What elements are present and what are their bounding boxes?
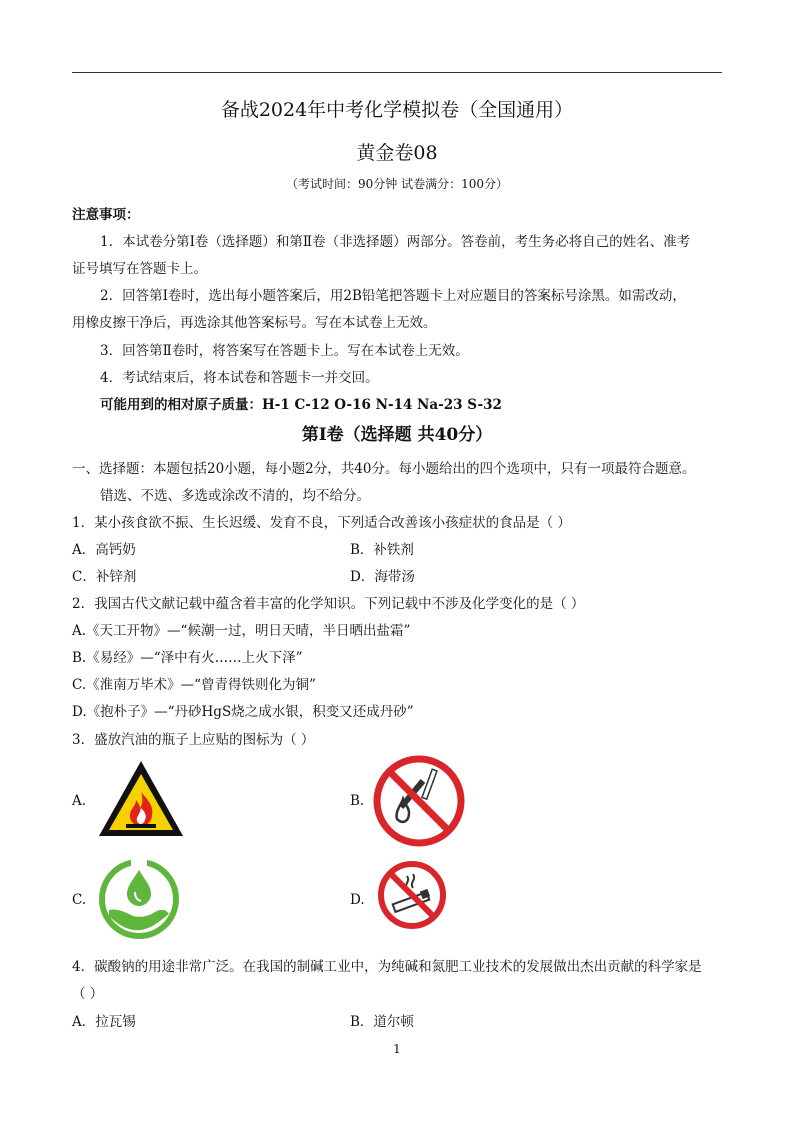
notice-item-3: 3．回答第Ⅱ卷时，将答案写在答题卡上。写在本试卷上无效。 <box>100 343 469 359</box>
question-1-stem: 1．某小孩食欲不振、生长迟缓、发育不良，下列适合改善该小孩症状的食品是（ ） <box>72 515 571 531</box>
section-instructions: 一、选择题：本题包括20小题，每小题2分，共40分。每小题给出的四个选项中，只有一项最符合题意。 <box>72 461 696 477</box>
question-2-stem: 2．我国古代文献记载中蕴含着丰富的化学知识。下列记载中不涉及化学变化的是（ ） <box>72 596 585 612</box>
notice-item-4: 4．考试结束后，将本试卷和答题卡一并交回。 <box>100 370 379 386</box>
header-rule <box>72 72 722 73</box>
q1-option-a: A．高钙奶 <box>72 542 136 558</box>
q1-option-c: C．补锌剂 <box>72 569 137 585</box>
water-saving-icon <box>95 858 183 940</box>
q2-option-a: A.《天工开物》—“候潮一过，明日天晴，半日晒出盐霜” <box>72 623 411 639</box>
document-subtitle: 黄金卷08 <box>356 142 438 164</box>
notice-heading: 注意事项： <box>72 207 140 223</box>
q2-option-c: C.《淮南万毕术》—“曾青得铁则化为铜” <box>72 677 316 693</box>
document-title: 备战2024年中考化学模拟卷（全国通用） <box>220 99 574 121</box>
notice-item-1: 1．本试卷分第Ⅰ卷（选择题）和第Ⅱ卷（非选择题）两部分。答卷前，考生务必将自己的姓名、准考 <box>100 234 691 250</box>
q4-option-a: A．拉瓦锡 <box>72 1014 136 1030</box>
q2-option-d: D.《抱朴子》—“丹砂HgS烧之成水银，积变又还成丹砂” <box>72 704 414 720</box>
atomic-mass-line: 可能用到的相对原子质量：H-1 C-12 O-16 N-14 Na-23 S-32 <box>100 397 502 413</box>
question-4-stem-cont: （ ） <box>72 986 104 1002</box>
q4-option-b: B．道尔顿 <box>350 1014 414 1030</box>
page-number: 1 <box>393 1042 401 1056</box>
q3-option-a: A. <box>72 793 87 809</box>
q2-option-b: B.《易经》—“泽中有火……上火下泽” <box>72 650 303 666</box>
question-3-stem: 3．盛放汽油的瓶子上应贴的图标为（ ） <box>72 732 315 748</box>
q1-option-b: B．补铁剂 <box>350 542 414 558</box>
question-4-stem: 4．碳酸钠的用途非常广泛。在我国的制碱工业中，为纯碱和氮肥工业技术的发展做出杰出贡献的科学家是 <box>72 959 702 975</box>
q3-option-c: C. <box>72 892 87 908</box>
exam-info: （考试时间：90分钟 试卷满分：100分） <box>286 177 508 191</box>
q3-option-b: B. <box>350 793 365 809</box>
q1-option-d: D．海带汤 <box>350 569 415 585</box>
section-title: 第Ⅰ卷（选择题 共40分） <box>301 425 493 445</box>
no-open-flame-icon <box>373 755 465 847</box>
flammable-warning-icon <box>96 758 186 840</box>
notice-item-1-cont: 证号填写在答题卡上。 <box>72 261 207 277</box>
notice-item-2-cont: 用橡皮擦干净后，再选涂其他答案标号。写在本试卷上无效。 <box>72 315 437 331</box>
q3-option-d: D. <box>350 892 365 908</box>
section-instructions-cont: 错选、不选、多选或涂改不清的，均不给分。 <box>100 488 370 504</box>
no-smoking-icon <box>377 860 447 930</box>
notice-item-2: 2．回答第Ⅰ卷时，选出每小题答案后，用2B铅笔把答题卡上对应题目的答案标号涂黑。如需改动， <box>100 288 686 304</box>
